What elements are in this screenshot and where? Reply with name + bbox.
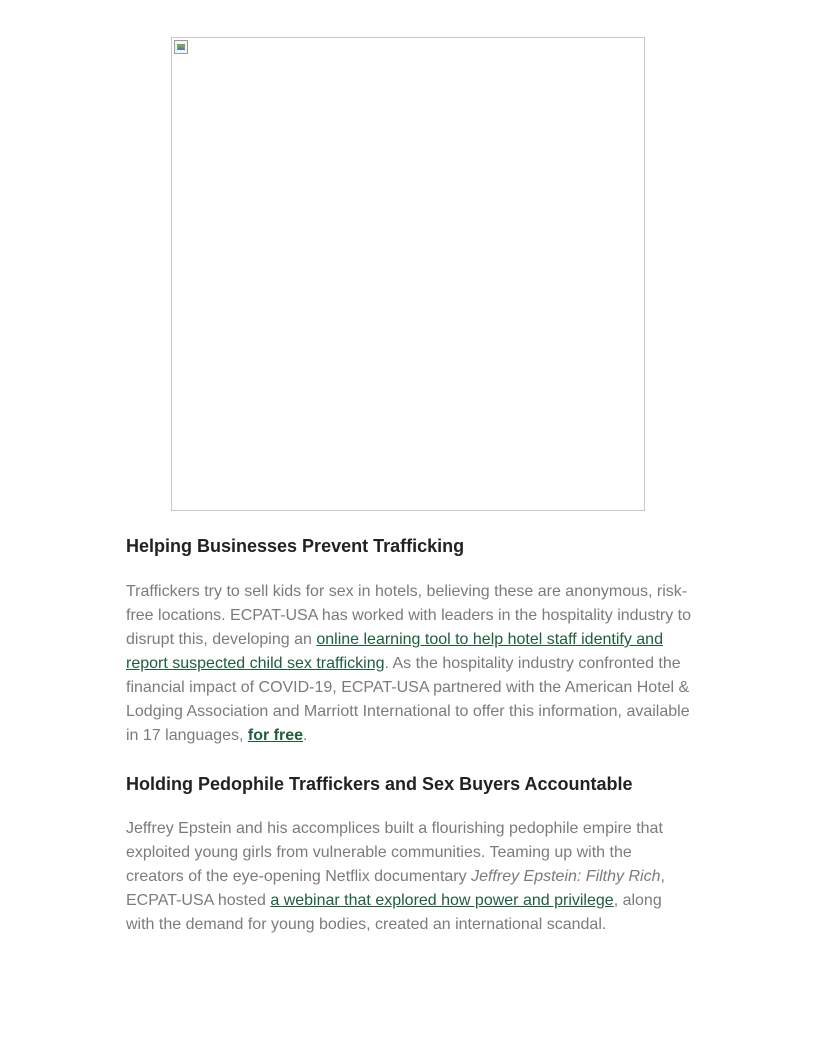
paragraph-text: . As the hospitality industry confronted the financial impact of COVID-19, ECPAT-USA partnered with the American Hotel & Lodging Association and Marriott International to offer this information, available in 17 languages,: [126, 655, 690, 744]
for-free-link[interactable]: for free: [247, 727, 303, 744]
webinar-link[interactable]: a webinar that explored how power and privilege: [270, 892, 614, 909]
paragraph-text: Jeffrey Epstein and his accomplices built a flourishing pedophile empire that exploited young girls from vulnerable communities. Teaming up with the creators of the eye-opening Netflix documentary: [126, 820, 663, 885]
section-heading-prevent-trafficking: Helping Businesses Prevent Trafficking: [126, 536, 465, 556]
section-paragraph-accountability: [126, 817, 692, 937]
article-content: [126, 532, 692, 937]
paragraph-text: .: [303, 727, 308, 744]
paragraph-text: , ECPAT-USA hosted: [126, 868, 665, 909]
paragraph-text: , along with the demand for young bodies, created an international scandal.: [126, 892, 662, 933]
online-learning-tool-link[interactable]: online learning tool to help hotel staff identify and report suspected child sex trafficking: [126, 631, 663, 672]
hero-image-placeholder: [171, 37, 645, 511]
section-paragraph-prevent-trafficking: [126, 580, 692, 748]
documentary-title: Jeffrey Epstein: Filthy Rich: [471, 868, 661, 885]
paragraph-text: Traffickers try to sell kids for sex in hotels, believing these are anonymous, risk-free locations. ECPAT-USA has worked with leaders in the hospitality industry to disrupt this, developing an: [126, 583, 692, 648]
section-heading-accountability: Holding Pedophile Traffickers and Sex Buyers Accountable: [126, 774, 633, 794]
broken-image-icon: [174, 40, 188, 54]
